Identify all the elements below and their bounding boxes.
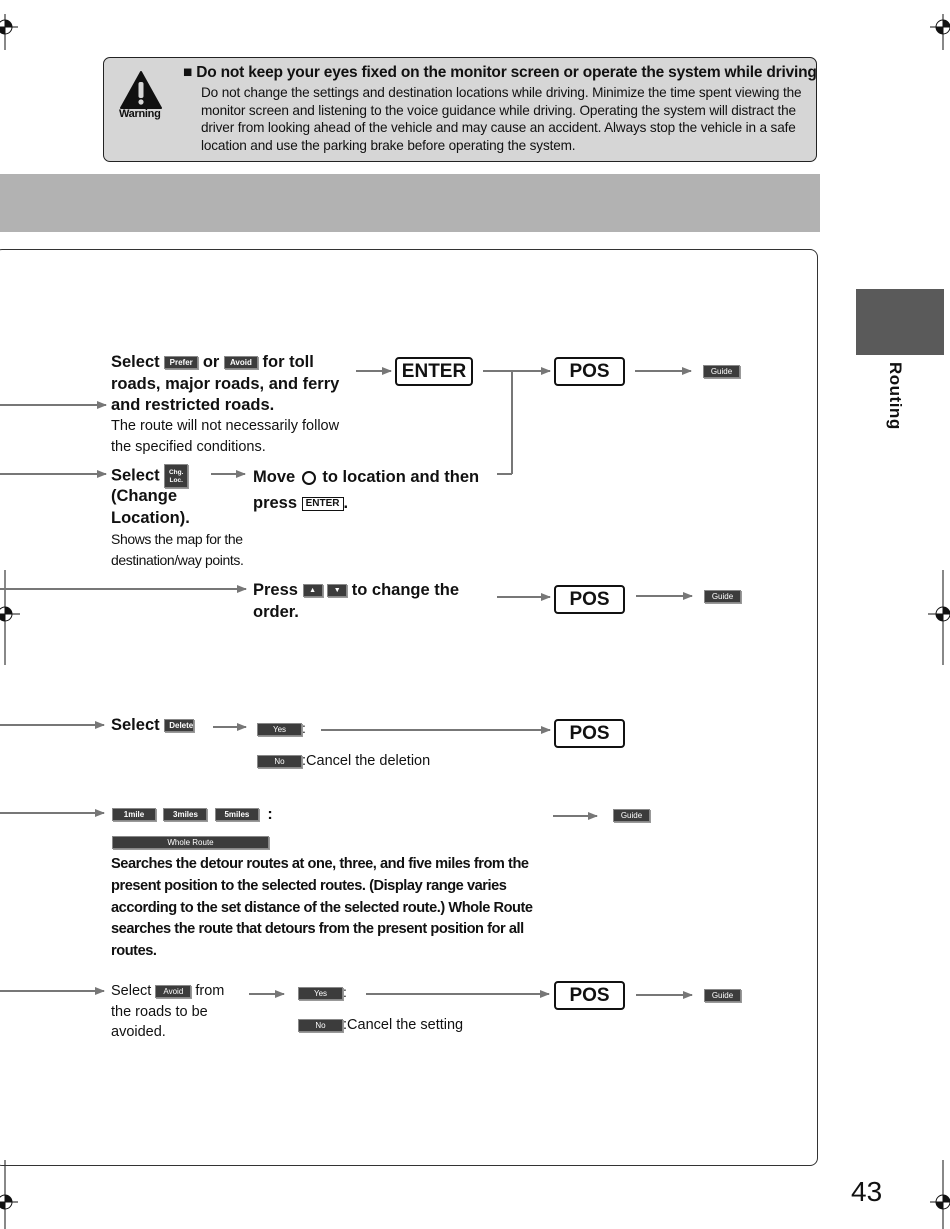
guide-button-3[interactable]: Guide [613,809,650,822]
step2-move-rest: to location and then [322,468,480,486]
step6-no-row [298,1017,463,1033]
delete-button[interactable]: Delete [164,719,194,732]
step6-instruction [111,981,246,1043]
step2-press-word: press [253,494,298,512]
step2-select-word: Select [111,466,160,485]
no-button-1[interactable]: No [257,755,302,768]
joystick-icon [302,471,316,485]
enter-key[interactable]: ENTER [395,357,473,386]
step6-no-text: :Cancel the setting [343,1017,464,1033]
enter-key-small[interactable]: ENTER [302,497,344,511]
no-button-2[interactable]: No [298,1019,343,1032]
warning-icon-label: Warning [119,108,161,120]
guide-button-4[interactable]: Guide [704,989,741,1002]
step4-no-text: :Cancel the deletion [302,753,431,769]
step6-text: from the roads to be avoided. [111,983,225,1040]
step1-text: for toll roads, major roads, and ferry and restricted roads. [111,353,340,414]
step2-note: Shows the map for the destination/way points. [111,531,244,568]
step3-press-word: Press [253,581,298,599]
step5-description: Searches the detour routes at one, three, and five miles from the present position to the selected routes. (Display range varies according to the set distance of the selected route.) Whole Route searches the route that detours from the present position for all routes. [111,856,533,960]
step4-colon: : [302,720,306,736]
pos-key-4[interactable]: POS [554,981,625,1010]
step6-colon: : [343,984,347,1000]
step1-or-word: or [202,353,220,371]
step1-instruction [111,352,361,417]
side-tab-label: Routing [886,362,905,430]
one-mile-button[interactable]: 1mile [112,808,156,821]
guide-button-2[interactable]: Guide [704,590,741,603]
step1-note: The route will not necessarily follow the specified conditions. [111,418,340,455]
pos-key-2[interactable]: POS [554,585,625,614]
step1-select-word: Select [111,353,160,371]
step2-select [111,464,188,488]
step5-colon: : [267,806,273,823]
step3-text: to change the order. [253,581,460,621]
step2-period: . [343,494,349,512]
step4-yes-row [257,720,306,736]
change-location-button[interactable]: Chg. Loc. [164,464,188,488]
pos-key-3[interactable]: POS [554,719,625,748]
warning-title: ■ Do not keep your eyes fixed on the monitor screen or operate the system while driving [183,64,817,81]
yes-button-2[interactable]: Yes [298,987,343,1000]
step4-select-word: Select [111,716,160,734]
prefer-button[interactable]: Prefer [164,356,198,369]
three-miles-button[interactable]: 3miles [163,808,207,821]
step4-no-row [257,753,430,769]
step6-select-word: Select [111,983,152,999]
step2-move-word: Move [253,468,296,486]
step2-text: (Change Location). [111,487,190,527]
page-number: 43 [851,1176,883,1207]
step6-yes-row [298,984,347,1000]
distance-buttons-row [112,806,273,824]
warning-body: Do not change the settings and destination locations while driving. Minimize the time spent viewing the monitor screen and listening to the voice guidance while driving. Operating the system will distract the driver from looking ahead of the vehicle and may cause an accident. Always stop the vehicle in a safe location and use the parking brake before operating the system. [201,85,802,153]
avoid-button[interactable]: Avoid [224,356,258,369]
whole-route-button[interactable]: Whole Route [112,836,269,849]
step4-instruction [111,715,194,737]
yes-button-1[interactable]: Yes [257,723,302,736]
step3-instruction [253,580,493,623]
move-down-button[interactable]: ▼ [327,584,347,597]
guide-button-1[interactable]: Guide [703,365,740,378]
avoid-button-2[interactable]: Avoid [155,985,191,998]
move-up-button[interactable]: ▲ [303,584,323,597]
pos-key-1[interactable]: POS [554,357,625,386]
five-miles-button[interactable]: 5miles [215,808,259,821]
step2-move-instruction [253,464,503,516]
